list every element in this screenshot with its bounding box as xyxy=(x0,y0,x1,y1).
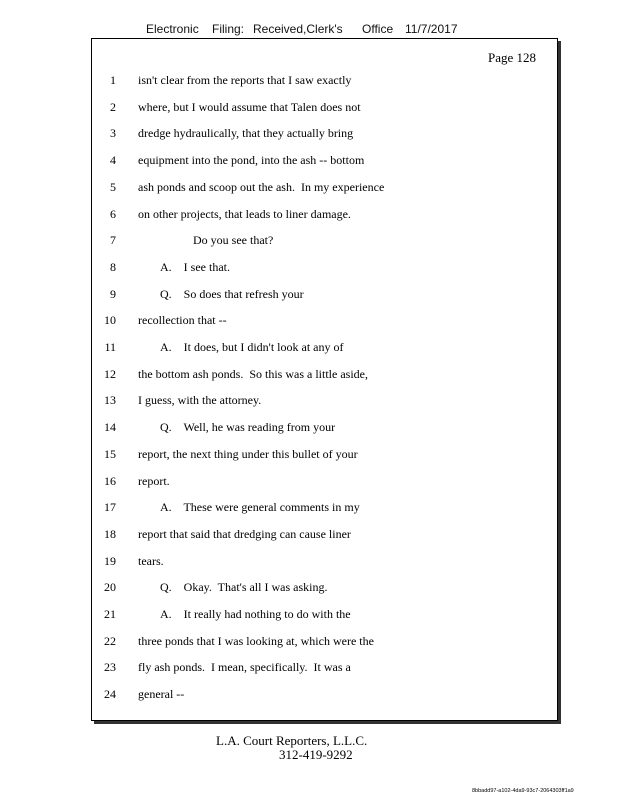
transcript-line xyxy=(0,340,618,360)
transcript-line xyxy=(0,393,618,413)
line-text: recollection that -- xyxy=(138,313,227,328)
court-reporter-phone: 312-419-9292 xyxy=(279,747,353,762)
transcript-line xyxy=(0,126,618,146)
line-number: 14 xyxy=(104,420,116,435)
line-text: Q. So does that refresh your xyxy=(160,286,304,301)
page-number: Page 128 xyxy=(488,50,537,65)
filing-stamp-office: Office xyxy=(362,22,394,36)
line-number: 1 xyxy=(110,73,116,87)
line-text: I guess, with the attorney. xyxy=(138,393,262,408)
line-number: 6 xyxy=(110,206,116,221)
line-text: A. It really had nothing to do with the xyxy=(160,607,351,621)
filing-stamp-received: Received,Clerk's xyxy=(253,22,343,36)
line-text: the bottom ash ponds. So this was a little aside, xyxy=(138,366,368,381)
transcript-line xyxy=(0,367,618,387)
line-number: 10 xyxy=(104,313,116,328)
line-text: general -- xyxy=(138,687,185,702)
transcript-line xyxy=(0,474,618,494)
line-number: 19 xyxy=(104,553,116,568)
line-text: on other projects, that leads to liner damage. xyxy=(138,206,351,221)
transcript-line xyxy=(0,634,618,654)
transcript-line xyxy=(0,100,618,120)
transcript-line xyxy=(0,580,618,600)
line-text: report that said that dredging can cause liner xyxy=(138,526,351,541)
line-number: 17 xyxy=(104,500,116,515)
line-number: 4 xyxy=(110,153,116,168)
filing-stamp-electronic: Electronic xyxy=(146,22,199,36)
line-number: 22 xyxy=(104,633,116,648)
line-number: 9 xyxy=(110,286,116,301)
transcript-line xyxy=(0,554,618,574)
line-number: 2 xyxy=(110,99,116,114)
transcript-line xyxy=(0,420,618,440)
line-number: 15 xyxy=(104,446,116,461)
line-number: 23 xyxy=(104,660,116,675)
court-reporter-name: L.A. Court Reporters, L.L.C. xyxy=(216,733,368,748)
filing-stamp-date: 11/7/2017 xyxy=(405,22,458,36)
transcript-line xyxy=(0,527,618,547)
line-text: A. I see that. xyxy=(160,259,230,274)
transcript-line xyxy=(0,260,618,280)
line-text: A. These were general comments in my xyxy=(160,500,360,515)
line-text: report, the next thing under this bullet of your xyxy=(138,446,358,461)
transcript-line xyxy=(0,233,618,253)
line-text: fly ash ponds. I mean, specifically. It was a xyxy=(138,660,351,675)
line-text: isn't clear from the reports that I saw exactly xyxy=(138,73,352,87)
line-text: equipment into the pond, into the ash -- bottom xyxy=(138,153,365,168)
line-number: 11 xyxy=(104,340,116,354)
line-text: three ponds that I was looking at, which were the xyxy=(138,633,374,648)
line-number: 18 xyxy=(104,526,116,541)
line-number: 24 xyxy=(104,687,116,702)
line-number: 5 xyxy=(110,179,116,194)
line-number: 12 xyxy=(104,366,116,381)
line-number: 8 xyxy=(110,259,116,274)
transcript-line xyxy=(0,207,618,227)
line-text: Q. Well, he was reading from your xyxy=(160,420,336,435)
document-id: 8bbadd97-a102-4da9-93c7-2064303ff1a9 xyxy=(472,788,574,794)
transcript-line xyxy=(0,287,618,307)
line-number: 7 xyxy=(110,233,116,248)
transcript-line xyxy=(0,687,618,707)
transcript-line xyxy=(0,180,618,200)
transcript-line xyxy=(0,153,618,173)
filing-stamp-filing: Filing: xyxy=(212,22,245,36)
transcript-line xyxy=(0,73,618,93)
line-text: dredge hydraulically, that they actually bring xyxy=(138,126,354,141)
line-text: Do you see that? xyxy=(193,233,274,248)
transcript-line xyxy=(0,660,618,680)
line-text: ash ponds and scoop out the ash. In my experience xyxy=(138,179,385,194)
transcript-line xyxy=(0,500,618,520)
line-number: 20 xyxy=(104,580,116,595)
line-text: Q. Okay. That's all I was asking. xyxy=(160,580,328,595)
line-text: report. xyxy=(138,473,170,488)
line-text: where, but I would assume that Talen does not xyxy=(138,99,361,114)
transcript-line xyxy=(0,447,618,467)
transcript-line xyxy=(0,313,618,333)
line-number: 16 xyxy=(104,473,116,488)
line-number: 13 xyxy=(104,393,116,408)
line-text: tears. xyxy=(138,553,164,568)
transcript-line xyxy=(0,607,618,627)
line-number: 3 xyxy=(110,126,116,141)
line-text: A. It does, but I didn't look at any of xyxy=(160,340,344,354)
line-number: 21 xyxy=(104,607,116,621)
